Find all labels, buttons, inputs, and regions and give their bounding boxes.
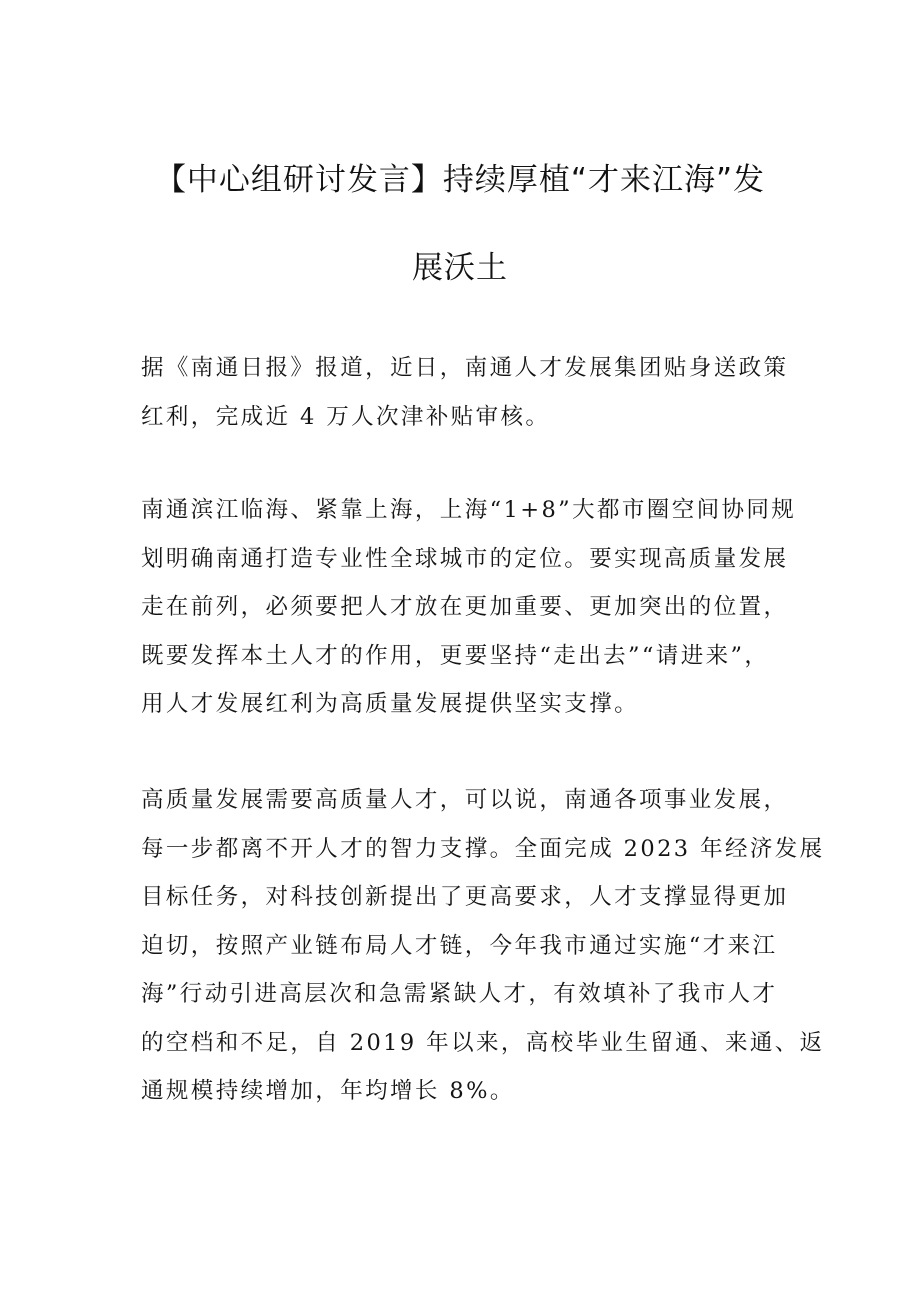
- paragraph-line: 南通滨江临海、紧靠上海，上海“1+8”大都市圈空间协同规: [141, 497, 797, 523]
- paragraph-line: 既要发挥本土人才的作用，更要坚持“走出去”“请进来”，: [141, 642, 770, 669]
- paragraph-line: 走在前列，必须要把人才放在更加重要、更加突出的位置，: [141, 594, 789, 620]
- paragraph-talent: [141, 776, 825, 1116]
- paragraph-line: 据《南通日报》报道，近日，南通人才发展集团贴身送政策: [141, 355, 789, 381]
- paragraph-line: 用人才发展红利为高质量发展提供坚实支撑。: [141, 691, 640, 717]
- paragraph-line: 的空档和不足，自 2019 年以来，高校毕业生留通、来通、返: [141, 1029, 825, 1056]
- document-title: [120, 136, 800, 312]
- paragraph-line: 红利，完成近 4 万人次津补贴审核。: [141, 403, 551, 430]
- paragraph-line: 每一步都离不开人才的智力支撑。全面完成 2023 年经济发展: [141, 835, 825, 862]
- paragraph-line: 海”行动引进高层次和急需紧缺人才，有效填补了我市人才: [141, 981, 778, 1007]
- paragraph-line: 通规模持续增加，年均增长 8%。: [141, 1078, 515, 1104]
- paragraph-line: 高质量发展需要高质量人才，可以说，南通各项事业发展，: [141, 787, 789, 813]
- paragraph-intro: [141, 344, 791, 441]
- title-line: 【中心组研讨发言】持续厚植“才来江海”发: [154, 162, 766, 198]
- paragraph-line: 目标任务，对科技创新提出了更高要求，人才支撑显得更加: [141, 884, 789, 910]
- paragraph-location: [141, 486, 797, 729]
- title-line: 展沃土: [412, 250, 508, 286]
- paragraph-line: 迫切，按照产业链布局人才链，今年我市通过实施“才来江: [141, 932, 778, 959]
- paragraph-line: 划明确南通打造专业性全球城市的定位。要实现高质量发展: [141, 545, 789, 572]
